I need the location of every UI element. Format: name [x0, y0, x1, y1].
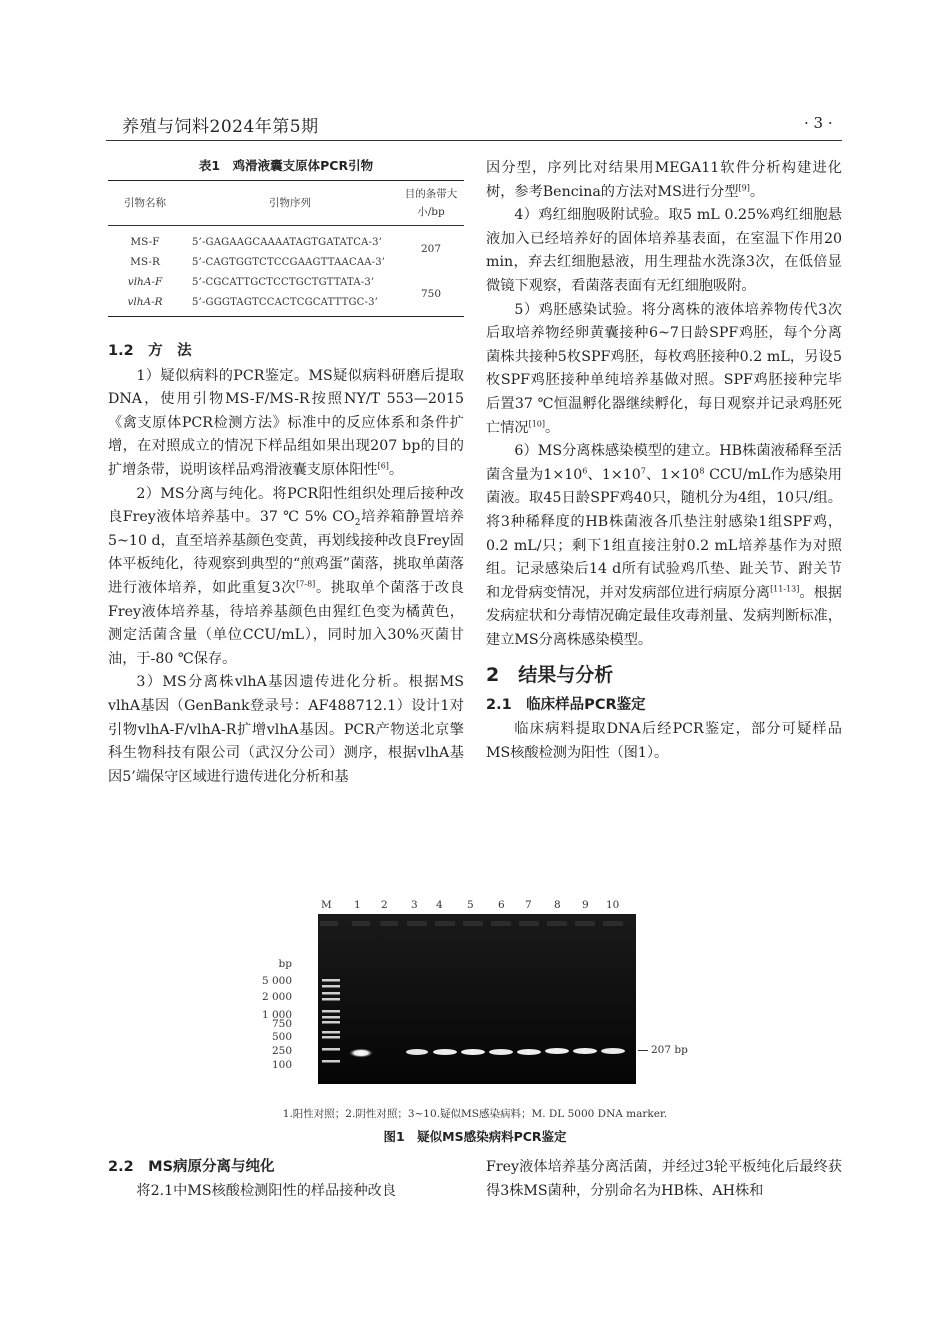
marker-size-label: 2 000 — [261, 991, 292, 1003]
ladder-band — [322, 985, 340, 988]
primer-seq: 5’-GGGTAGTCCACTCGCATTTGC-3’ — [192, 296, 379, 308]
paragraph-pcr-result: 临床病料提取DNA后经PCR鉴定，部分可疑样品MS核酸检测为阳性（图1）。 — [486, 721, 842, 761]
ladder-band — [322, 1048, 340, 1051]
table-row — [108, 272, 464, 292]
band-size-label: 207 bp — [651, 1044, 688, 1056]
marker-size-label: 500 — [271, 1031, 292, 1043]
gel-well — [463, 921, 483, 926]
marker-size-label: 5 000 — [261, 975, 292, 987]
paragraph-isolation-result-cont: Frey液体培养基分离活菌，并经过3轮平板纯化后最终获得3株MS菌种，分别命名为HB株、AH株和 — [486, 1159, 842, 1199]
gel-well — [352, 921, 370, 926]
lane-label: 6 — [498, 899, 505, 911]
paragraph-genotyping: 因分型，序列比对结果用MEGA11软件分析构建进化树，参考Bencina的方法对MS进行分型[9]。 — [486, 160, 842, 200]
band-sample — [433, 1049, 457, 1055]
band-sample — [573, 1048, 597, 1054]
lane-label: 1 — [354, 899, 361, 911]
ladder-band — [322, 998, 340, 1001]
right-column — [486, 157, 842, 765]
band-sample — [517, 1049, 541, 1055]
lane-label: 3 — [411, 899, 418, 911]
section-heading-1-2: 1.2 方 法 — [108, 343, 192, 359]
lane-label: 10 — [606, 899, 620, 911]
figure-caption: 图1 疑似MS感染病料PCR鉴定 — [383, 1129, 567, 1144]
marker-size-label: 100 — [271, 1059, 292, 1071]
gel-well — [407, 921, 427, 926]
gel-well — [491, 921, 511, 926]
primer-seq: 5’-GAGAAGCAAAATAGTGATATCA-3’ — [192, 236, 383, 248]
marker-size-label: 750 — [271, 1018, 292, 1030]
primer-name: vlhA-R — [127, 296, 163, 308]
gel-well — [320, 921, 338, 926]
band-size: 750 — [420, 288, 442, 300]
band-sample — [601, 1048, 625, 1054]
primer-name: MS-R — [130, 256, 160, 268]
paragraph-pcr-identification: 1）疑似病料的PCR鉴定。MS疑似病料研磨后提取DNA，使用引物MS-F/MS-R按照NY/T 553—2015《禽支原体PCR检测方法》标准中的反应体系和条件扩增，在对照成立的情况下样品组如果出现207 bp的目的扩增条带，说明该样品鸡滑液囊支原体阳性[6]。 — [108, 367, 464, 478]
lane-label: 4 — [436, 899, 443, 911]
page-number: · 3 · — [804, 114, 833, 132]
ladder-band — [322, 1010, 340, 1013]
band-sample — [461, 1049, 485, 1055]
th-primer-seq: 引物序列 — [182, 181, 398, 226]
gel-well — [575, 921, 595, 926]
ladder-band — [322, 979, 340, 982]
band-sample — [406, 1049, 428, 1055]
primer-seq: 5’-CGCATTGCTCCTGCTGTTATA-3’ — [192, 276, 375, 288]
gel-background — [318, 914, 636, 1084]
gel-well — [380, 921, 398, 926]
lane-label: M — [321, 899, 332, 911]
band-sample — [489, 1049, 513, 1055]
ladder-band — [322, 1060, 340, 1063]
th-band-size: 目的条带大小/bp — [398, 181, 464, 226]
ladder-band — [322, 1036, 340, 1039]
paragraph-infection-model: 6）MS分离株感染模型的建立。HB株菌液稀释至活菌含量为$1\times 10^6$、$1\times 10^7$、$1\times 10^8$ CCU/mL作为感染用菌液。取45日龄SPF鸡40只，随机分为4组，10只/组。将3种稀释度的HB株菌液各爪垫注射感染1组SPF鸡，0.2 mL/只；剩下1组直接注射0.2 mL培养基作为对照组。记录感染后14 d所有试验鸡爪垫、趾关节、跗关节和龙骨病变情况，并对发病部位进行病原分离[11-13]。根据发病症状和分毒情况确定最佳攻毒剂量、发病判断标准，建立MS分离株感染模型。 — [486, 443, 843, 648]
gel-well — [547, 921, 567, 926]
ladder-band — [322, 1031, 340, 1034]
section-heading-2-1: 2.1 临床样品PCR鉴定 — [486, 697, 646, 714]
paragraph-vlha-analysis: 3）MS分离株vlhA基因遗传进化分析。根据MS vlhA基因（GenBank登录号：AF488712.1）设计1对引物vlhA-F/vlhA-R扩增vlhA基因。PCR产物送北京擎科生物科技有限公司（武汉分公司）测序，根据vlhA基因5’端保守区域进行遗传进化分析和基 — [108, 674, 464, 785]
lane-labels — [318, 899, 636, 913]
gel-well — [603, 921, 623, 926]
section-heading-2-2: 2.2 MS病原分离与纯化 — [108, 1159, 275, 1175]
lane-label: 9 — [582, 899, 589, 911]
left-column-bottom — [108, 1156, 464, 1203]
ladder-band — [322, 1016, 340, 1019]
primer-name: MS-F — [130, 236, 160, 248]
gel-well — [435, 921, 455, 926]
section-heading-2: 2 结果与分析 — [486, 664, 614, 687]
primer-table — [108, 180, 464, 317]
paragraph-isolation: 2）MS分离与纯化。将PCR阳性组织处理后接种改良Frey液体培养基中。37 ℃ 5% $CO_2$培养箱静置培养5~10 d，直至培养基颜色变黄，再划线接种改良Frey固体平板纯化，待观察到典型的“煎鸡蛋”菌落，挑取单菌落进行液体培养，如此重复3次[7-8]。挑取单个菌落于改良Frey液体培养基，待培养基颜色由猩红色变为橘黄色，测定活菌含量（单位CCU/mL），同时加入30%灭菌甘油，于-80 ℃保存。 — [108, 485, 464, 667]
ladder-band — [322, 1021, 340, 1024]
gel-well — [519, 921, 539, 926]
primer-name: vlhA-F — [127, 276, 163, 288]
band-size: 207 — [420, 243, 442, 255]
lane-label: 8 — [554, 899, 561, 911]
band-positive-control — [349, 1049, 373, 1058]
primer-seq: 5’-CAGTGGTCTCCGAAGTTAACAA-3’ — [192, 256, 386, 268]
paragraph-embryo-infection: 5）鸡胚感染试验。将分离株的液体培养物传代3次后取培养物经卵黄囊接种6~7日龄SPF鸡胚，每个分离菌株共接种5枚SPF鸡胚，每枚鸡胚接种0.2 mL，另设5枚SPF鸡胚接种单纯培养基做对照。SPF鸡胚接种完毕后置37 ℃恒温孵化器继续孵化，每日观察并记录鸡胚死亡情况[10]。 — [486, 301, 842, 436]
paragraph-hemadsorption: 4）鸡红细胞吸附试验。取5 mL 0.25%鸡红细胞悬液加入已经培养好的固体培养基表面，在室温下作用20 min，弃去红细胞悬液，用生理盐水洗涤3次，在低倍显微镜下观察，看菌落表面有无红细胞吸附。 — [486, 207, 842, 294]
figure-note: 1.阳性对照；2.阴性对照；3~10.疑似MS感染病料；M. DL 5000 DNA marker. — [282, 1108, 668, 1120]
lane-label: 2 — [381, 899, 388, 911]
journal-header: 养殖与饲料2024年第5期 — [122, 117, 319, 137]
ladder-band — [322, 992, 340, 995]
lane-label: 7 — [525, 899, 532, 911]
header-rule — [106, 140, 842, 141]
marker-size-label: 1 000 — [261, 1009, 292, 1021]
band-pointer-line — [638, 1050, 648, 1051]
lane-label: 5 — [467, 899, 474, 911]
bp-unit-label: bp — [278, 958, 292, 970]
gel-image — [318, 914, 636, 1084]
table-caption: 表1 鸡滑液囊支原体PCR引物 — [198, 158, 374, 173]
th-primer-name: 引物名称 — [108, 181, 182, 226]
marker-size-label: 250 — [271, 1045, 292, 1057]
left-column — [108, 340, 464, 789]
table-row — [108, 226, 464, 253]
gel-wells — [320, 921, 623, 926]
right-column-bottom — [486, 1156, 842, 1203]
band-sample — [545, 1048, 569, 1054]
paragraph-isolation-result: 将2.1中MS核酸检测阳性的样品接种改良 — [136, 1182, 397, 1199]
